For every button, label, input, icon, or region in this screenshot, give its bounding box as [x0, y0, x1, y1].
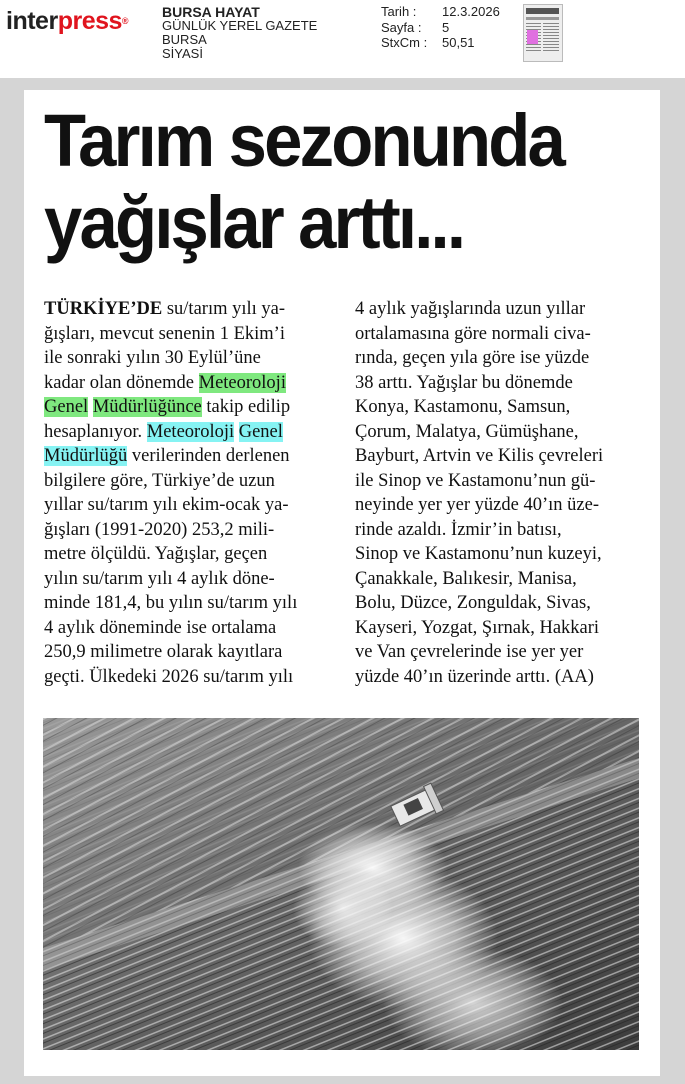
- text-line: ve Van çevrelerinde ise yer yer: [355, 642, 584, 662]
- text-line: ortalamasına göre normali civa-: [355, 323, 591, 344]
- text-line: Kayseri, Yozgat, Şırnak, Hakkari: [355, 617, 600, 638]
- text-line: Genel Müdürlüğünce takip edilip: [44, 397, 291, 417]
- text-line: ğışları (1991-2020) 253,2 mili-: [44, 519, 275, 540]
- text-line: Müdürlüğü verilerinden derlenen: [44, 446, 290, 466]
- lead-word: TÜRKİYE’DE: [44, 299, 163, 319]
- text-line: Sinop ve Kastamonu’nun kuzeyi,: [355, 544, 602, 564]
- headline-line-1: Tarım sezonunda: [44, 99, 563, 182]
- logo-registered-mark: ®: [121, 16, 129, 26]
- text-line: TÜRKİYE’DE su/tarım yılı ya-: [44, 299, 286, 319]
- highlight-keyword: Meteoroloji: [146, 421, 235, 442]
- text-line: Çorum, Malatya, Gümüşhane,: [355, 421, 579, 442]
- article-column-left: [44, 297, 340, 689]
- page-value: 5: [442, 19, 450, 35]
- date-label: Tarih :: [381, 4, 417, 19]
- publication-type: GÜNLÜK YEREL GAZETE: [162, 18, 318, 33]
- text-line: ile Sinop ve Kastamonu’nun gü-: [355, 470, 596, 491]
- text-line: hesaplanıyor. Meteoroloji Genel: [44, 421, 283, 442]
- publication-meta: [162, 5, 317, 61]
- text-line: 4 aylık döneminde ise ortalama: [44, 617, 277, 638]
- text-line: 4 aylık yağışlarında uzun yıllar: [355, 299, 586, 319]
- text-line: minde 181,4, bu yılın su/tarım yılı: [44, 593, 298, 613]
- page-label: Sayfa :: [381, 19, 422, 35]
- text-line: Bolu, Düzce, Zonguldak, Sivas,: [355, 593, 591, 613]
- logo-part-2: press: [57, 7, 122, 35]
- text-line: ğışları, mevcut senenin 1 Ekim’i: [44, 323, 285, 344]
- publication-category: SİYASİ: [162, 46, 203, 61]
- text-line: ile sonraki yılın 30 Eylül’üne: [44, 348, 261, 368]
- date-value: 12.3.2026: [442, 4, 500, 19]
- headline-line-2: yağışlar arttı...: [44, 181, 464, 264]
- text-line: yıllar su/tarım yılı ekim-ocak ya-: [44, 495, 289, 515]
- clipping-header: [0, 0, 685, 78]
- publication-city: BURSA: [162, 32, 207, 47]
- highlight-keyword: Meteoroloji: [198, 372, 286, 393]
- stxcm-label: StxCm :: [381, 35, 428, 50]
- harvest-field-photo-svg: [43, 718, 639, 1050]
- stxcm-row: [381, 35, 500, 51]
- interpress-logo: [6, 6, 128, 36]
- publication-name: BURSA HAYAT: [162, 4, 260, 20]
- text-line: rında, geçen yıla göre ise yüzde: [355, 348, 590, 368]
- text-line: rinde azaldı. İzmir’in batısı,: [355, 519, 562, 540]
- text-line: geçti. Ülkedeki 2026 su/tarım yılı: [44, 666, 294, 687]
- text-line: Bayburt, Artvin ve Kilis çevreleri: [355, 446, 604, 466]
- stxcm-value: 50,51: [442, 35, 475, 50]
- text-line: neyinde yer yer yüzde 40’ın üze-: [355, 495, 599, 515]
- text-line: kadar olan dönemde Meteoroloji: [44, 372, 286, 393]
- article-headline: [44, 100, 602, 264]
- date-row: [381, 4, 500, 20]
- article-column-right: [355, 297, 645, 689]
- text-line: Çanakkale, Balıkesir, Manisa,: [355, 568, 577, 589]
- text-line: Konya, Kastamonu, Samsun,: [355, 397, 571, 417]
- text-line: yılın su/tarım yılı 4 aylık döne-: [44, 568, 275, 589]
- text-line: bilgilere göre, Türkiye’de uzun: [44, 470, 275, 491]
- highlight-keyword: Genel: [238, 421, 283, 442]
- harvest-field-photo: [43, 718, 639, 1050]
- clipping-info: [381, 4, 500, 51]
- page-row: [381, 20, 500, 36]
- highlight-keyword: Müdürlüğünce: [92, 397, 202, 417]
- text-line: metre ölçüldü. Yağışlar, geçen: [44, 544, 268, 564]
- logo-part-1: inter: [6, 7, 58, 35]
- highlight-keyword: Genel: [44, 397, 89, 417]
- highlight-keyword: Müdürlüğü: [44, 446, 128, 466]
- text-line: 38 arttı. Yağışlar bu dönemde: [355, 372, 573, 393]
- text-line: yüzde 40’ın üzerinde arttı. (AA): [355, 666, 594, 687]
- newspaper-page-thumbnail-icon[interactable]: [523, 4, 563, 62]
- text-line: 250,9 milimetre olarak kayıtlara: [44, 642, 283, 662]
